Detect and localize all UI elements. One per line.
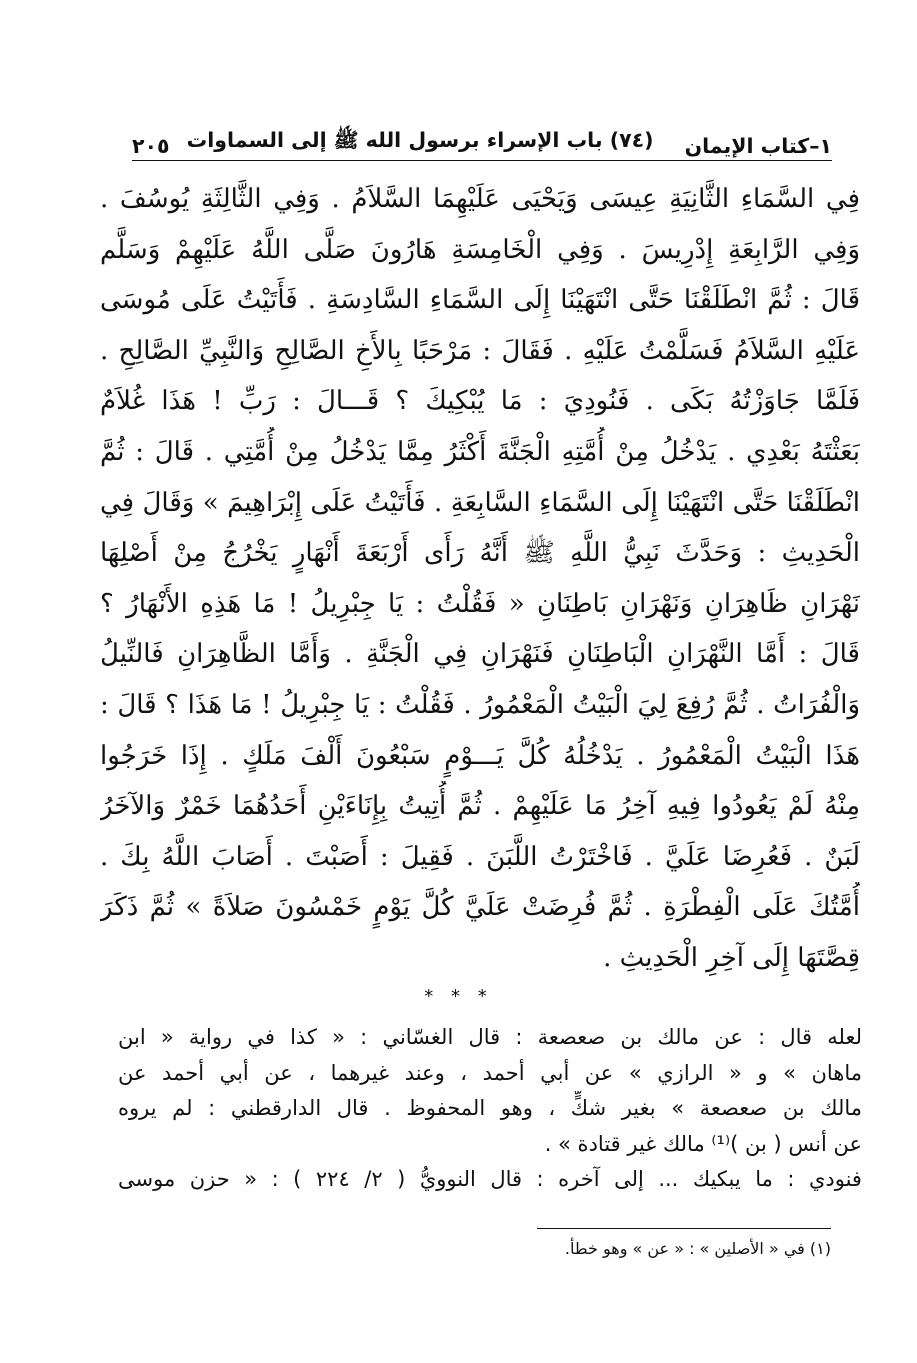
text-line: هَذَا الْبَيْتُ الْمَعْمُورُ . يَدْخُلُهُ كُلَّ يَـــوْمٍ سَبْعُونَ أَلْفَ مَلَكٍ . إِذَا خَرَجُوا (100, 740, 860, 771)
text-line: وَفِي الرَّابِعَةِ إِدْرِيسَ . وَفِي الْخَامِسَةِ هَارُونَ صَلَّى اللَّهُ عَلَيْهِمْ وَسَلَّم (100, 234, 860, 265)
text-line: أُمَّتُكَ عَلَى الْفِطْرَةِ . ثُمَّ فُرِضَتْ عَلَيَّ كُلَّ يَوْمٍ خَمْسُونَ صَلاَةً » ثُمَّ ذَكَرَ (100, 892, 860, 923)
text-line: انْطَلَقْنَا حَتَّى انْتَهَيْنَا إِلَى السَّمَاءِ السَّابِعَةِ . فَأَتَيْتُ عَلَى إِبْرَاهِيمَ » وَقَالَ فِي (100, 487, 860, 518)
commentary-line: عن أنس ( بن )⁽¹⁾ مالك غير قتادة » . (544, 1131, 862, 1156)
section-separator: * * * (424, 986, 493, 1007)
commentary-text (118, 1020, 862, 1198)
header-rule (132, 160, 832, 161)
text-line: نَهْرَانِ ظَاهِرَانِ وَنَهْرَانِ بَاطِنَانِ « فَقُلْتُ : يَا جِبْرِيلُ ! مَا هَذِهِ الأَنْهَارُ ؟ (100, 588, 860, 619)
running-header (132, 112, 832, 158)
text-line: مِنْهُ لَمْ يَعُودُوا فِيهِ آخِرُ مَا عَلَيْهِمْ . ثُمَّ أُتِيتُ بِإِنَاءَيْنِ أَحَدُهُمَا خَمْرٌ وَالآخَرُ (100, 791, 860, 822)
commentary-line: فنودي : ما يبكيك ... إلى آخره : قال النوويُّ ( ٢/ ٢٢٤ ) : « حزن موسى (118, 1167, 862, 1191)
text-line: وَالْفُرَاتُ . ثُمَّ رُفِعَ لِيَ الْبَيْتُ الْمَعْمُورُ . فَقُلْتُ : يَا جِبْرِيلُ ! مَا هَذَا ؟ قَالَ : (100, 689, 860, 720)
text-line: قَالَ : ثُمَّ انْطَلَقْنَا حَتَّى انْتَهَيْنَا إِلَى السَّمَاءِ السَّادِسَةِ . فَأَتَيْتُ عَلَى مُوسَى (100, 285, 860, 316)
text-line: عَلَيْهِ السَّلاَمُ فَسَلَّمْتُ عَلَيْهِ . فَقَالَ : مَرْحَبًا بِالأَخِ الصَّالِحِ وَالنَّبِيِّ الصَّالِحِ . (100, 335, 860, 366)
footnote-rule (537, 1228, 831, 1229)
text-line: الْحَدِيثِ : وَحَدَّثَ نَبِيُّ اللَّهِ ﷺ أَنَّهُ رَأَى أَرْبَعَةَ أَنْهَارٍ يَخْرُجُ مِنْ أَصْلِهَا (100, 538, 860, 569)
text-line: لَبَنٌ . فَعُرِضَا عَلَيَّ . فَاخْتَرْتُ اللَّبَنَ . فَقِيلَ : أَصَبْتَ . أَصَابَ اللَّهُ بِكَ . (100, 841, 860, 872)
section-title: (٧٤) باب الإسراء برسول الله ﷺ إلى السماوات (186, 128, 654, 152)
commentary-line: لعله قال : عن مالك بن صعصعة : قال الغسّاني : « كذا في رواية « ابن (118, 1025, 862, 1049)
text-line: فَلَمَّا جَاوَزْتُهُ بَكَى . فَنُودِيَ : مَا يُبْكِيكَ ؟ قَـــالَ : رَبِّ ! هَذَا غُلاَمٌ (100, 386, 860, 417)
hadith-text (100, 174, 860, 984)
text-line: بَعَثْتَهُ بَعْدِي . يَدْخُلُ مِنْ أُمَّتِهِ الْجَنَّةَ أَكْثَرُ مِمَّا يَدْخُلُ مِنْ أُمَّتِي . قَالَ : ثُمَّ (100, 436, 860, 467)
text-line: فِي السَّمَاءِ الثَّانِيَةِ عِيسَى وَيَحْيَى عَلَيْهِمَا السَّلاَمُ . وَفِي الثَّالِثَةِ يُوسُفَ . (100, 184, 860, 214)
commentary-line: مالك بن صعصعة » بغير شكٍّ ، وهو المحفوظ . قال الدارقطني : لم يروه (118, 1096, 862, 1120)
commentary-line: ماهان » و « الرازي » عن أبي أحمد ، وعند غيرهما ، عن أبي أحمد عن (118, 1060, 862, 1085)
page-number: ٢٠٥ (132, 134, 170, 158)
text-line: قَالَ : أَمَّا النَّهْرَانِ الْبَاطِنَانِ فَنَهْرَانِ فِي الْجَنَّةِ . وَأَمَّا الظَّاهِرَانِ فَالنِّيلُ (100, 639, 860, 670)
text-line: قِصَّتَهَا إِلَى آخِرِ الْحَدِيثِ . (603, 942, 860, 973)
footnote: (١) في « الأصلين » : « عن » وهو خطأ. (564, 1239, 831, 1258)
chapter-title: ١–كتاب الإيمان (684, 134, 832, 158)
